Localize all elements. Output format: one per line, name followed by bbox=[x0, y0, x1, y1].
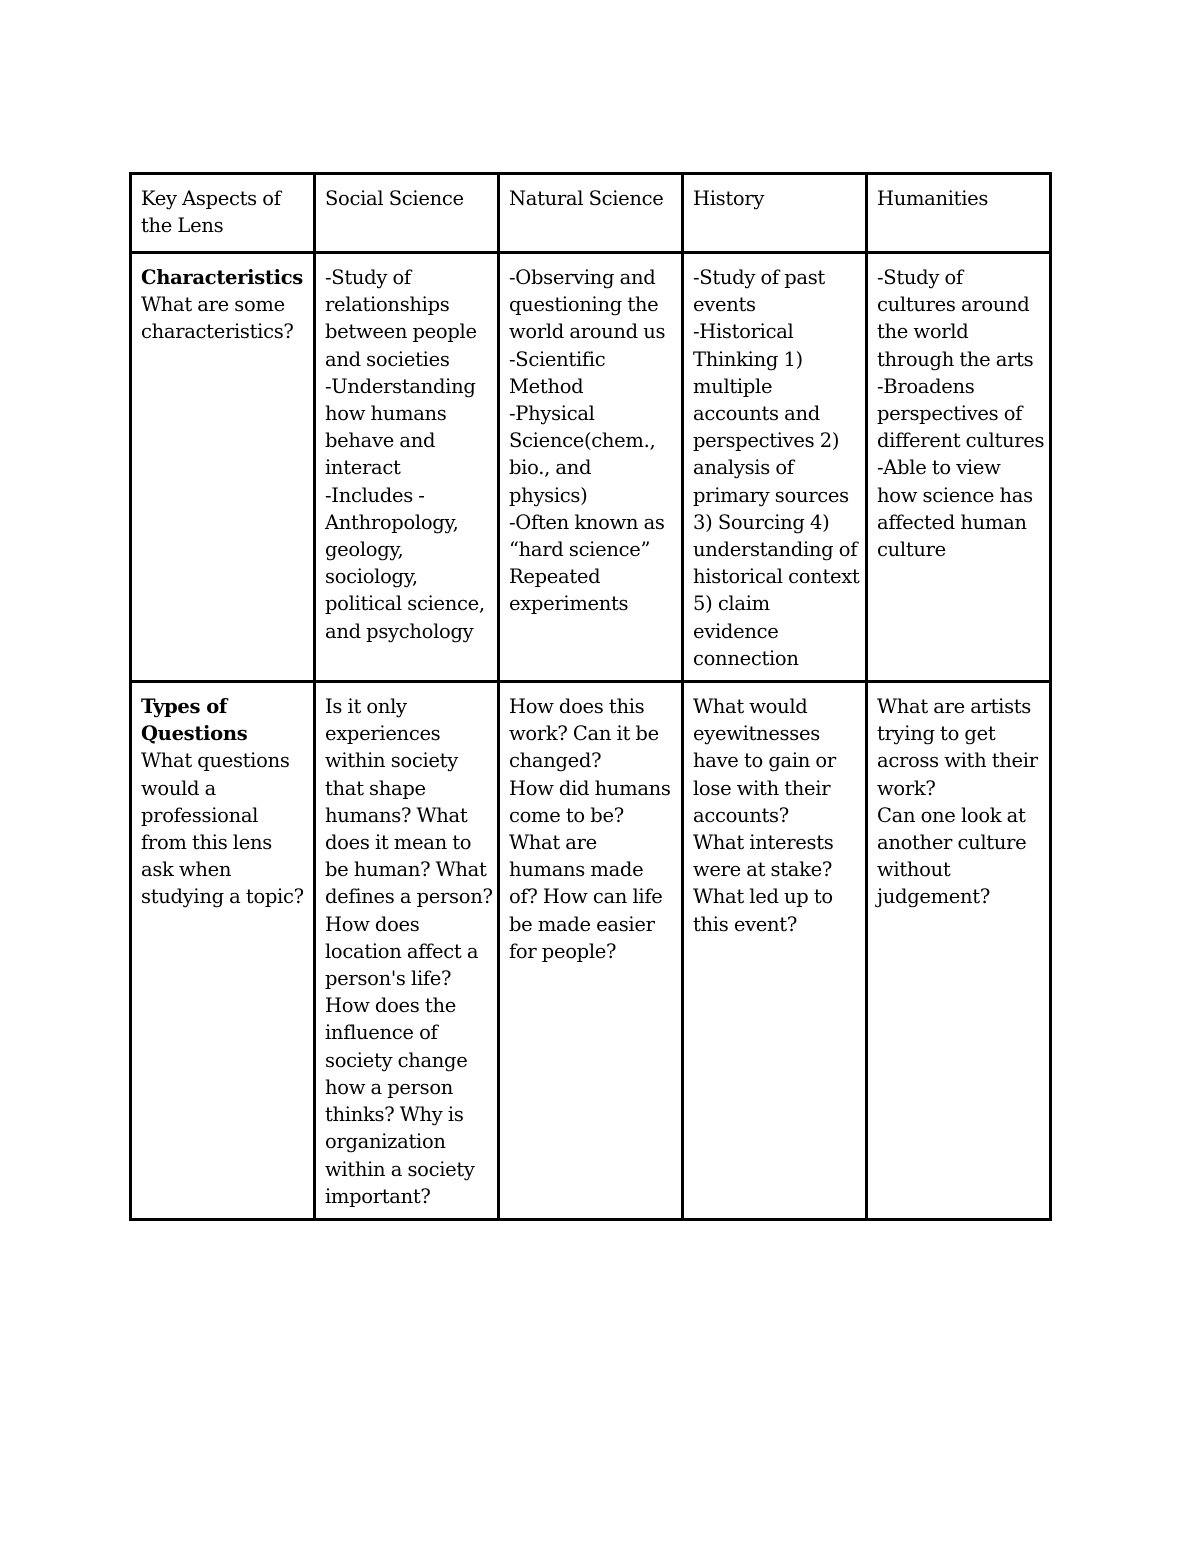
questions-natural-science bbox=[499, 682, 683, 1220]
cell-line: political science, bbox=[325, 592, 485, 616]
cell-line: that shape bbox=[325, 776, 426, 800]
cell-line: connection bbox=[693, 646, 799, 670]
cell-line: What interests bbox=[693, 831, 834, 855]
cell-line: work? bbox=[877, 776, 936, 800]
cell-line: understanding of bbox=[693, 538, 858, 562]
cell-line: how science has bbox=[877, 483, 1033, 507]
cell-line: 5) claim bbox=[693, 592, 770, 616]
table-row bbox=[131, 682, 1051, 1220]
cell-line: across with their bbox=[877, 749, 1038, 773]
cell-line: behave and bbox=[325, 429, 436, 453]
cell-line: Is it only bbox=[325, 695, 407, 719]
cell-line: primary sources bbox=[693, 483, 849, 507]
cell-line: come to be? bbox=[509, 803, 624, 827]
cell-line: -Includes - bbox=[325, 483, 425, 507]
cell-line: geology, bbox=[325, 538, 404, 562]
cell-line: work? Can it be bbox=[509, 722, 659, 746]
cell-line: Thinking 1) bbox=[693, 347, 803, 371]
cell-line: influence of bbox=[325, 1021, 438, 1045]
cell-line: -Physical bbox=[509, 402, 595, 426]
characteristics-label: Characteristics bbox=[141, 266, 303, 289]
header-social-science bbox=[315, 174, 499, 253]
header-history bbox=[683, 174, 867, 253]
cell-line: changed? bbox=[509, 749, 602, 773]
cell-line: analysis of bbox=[693, 456, 794, 480]
cell-line: lose with their bbox=[693, 776, 831, 800]
cell-line: does it mean to bbox=[325, 831, 472, 855]
cell-line: Key Aspects of bbox=[141, 187, 281, 210]
cell-line: multiple bbox=[693, 374, 773, 398]
cell-line: be human? What bbox=[325, 858, 487, 882]
cell-line: person's life? bbox=[325, 967, 452, 991]
cell-line: -Study of bbox=[877, 266, 963, 289]
cell-line: between people bbox=[325, 320, 477, 344]
cell-line: 3) Sourcing 4) bbox=[693, 510, 830, 534]
questions-label bbox=[141, 693, 305, 747]
cell-line: how humans bbox=[325, 402, 447, 426]
cell-line: How does this bbox=[509, 695, 645, 719]
cell-line: within society bbox=[325, 749, 458, 773]
questions-history bbox=[683, 682, 867, 1220]
cell-line: Natural Science bbox=[509, 187, 664, 210]
cell-line: for people? bbox=[509, 939, 617, 963]
cell-line: affected human bbox=[877, 510, 1027, 534]
cell-line: humans? What bbox=[325, 803, 468, 827]
cell-line: historical context bbox=[693, 565, 860, 589]
cell-line: interact bbox=[325, 456, 401, 480]
cell-line: relationships bbox=[325, 293, 450, 317]
cell-line: through the arts bbox=[877, 347, 1034, 371]
cell-line: sociology, bbox=[325, 565, 418, 589]
lens-comparison-table bbox=[129, 172, 1052, 1221]
cell-line: Social Science bbox=[325, 187, 464, 210]
cell-line: Anthropology, bbox=[325, 510, 459, 534]
cell-line: would a bbox=[141, 776, 216, 800]
cell-line: within a society bbox=[325, 1157, 475, 1181]
header-humanities bbox=[867, 174, 1051, 253]
cell-line: how a person bbox=[325, 1075, 454, 1099]
cell-line: What are artists bbox=[877, 695, 1032, 719]
cell-line: -Observing and bbox=[509, 266, 656, 289]
cell-line: humans made bbox=[509, 858, 644, 882]
cell-line: Humanities bbox=[877, 187, 989, 210]
cell-line: How does the bbox=[325, 994, 456, 1018]
questions-label-cell bbox=[131, 682, 315, 1220]
cell-line: and psychology bbox=[325, 619, 474, 643]
cell-line: eyewitnesses bbox=[693, 722, 820, 746]
cell-line: perspectives 2) bbox=[693, 429, 840, 453]
characteristics-label-cell bbox=[131, 253, 315, 682]
cell-line: professional bbox=[141, 803, 259, 827]
cell-line: another culture bbox=[877, 831, 1027, 855]
cell-line: world around us bbox=[509, 320, 666, 344]
characteristics-natural-science bbox=[499, 253, 683, 682]
cell-line: experiments bbox=[509, 592, 629, 616]
cell-line: characteristics? bbox=[141, 320, 294, 344]
cell-line: without bbox=[877, 858, 951, 882]
cell-line: organization bbox=[325, 1130, 446, 1154]
characteristics-prompt bbox=[141, 291, 305, 345]
cell-line: Science(chem., bbox=[509, 429, 656, 453]
cell-line: Method bbox=[509, 374, 584, 398]
cell-line: from this lens bbox=[141, 831, 272, 855]
cell-line: -Broadens bbox=[877, 374, 975, 398]
cell-line: of? How can life bbox=[509, 885, 663, 909]
cell-line: perspectives of bbox=[877, 402, 1023, 426]
characteristics-history bbox=[683, 253, 867, 682]
cell-line: Repeated bbox=[509, 565, 601, 589]
cell-line: be made easier bbox=[509, 912, 655, 936]
table-header-row bbox=[131, 174, 1051, 253]
cell-line: Types of bbox=[141, 695, 228, 719]
cell-line: What are bbox=[509, 831, 597, 855]
questions-social-science bbox=[315, 682, 499, 1220]
cell-line: What led up to bbox=[693, 885, 833, 909]
cell-line: cultures around bbox=[877, 293, 1030, 317]
cell-line: Can one look at bbox=[877, 803, 1026, 827]
cell-line: have to gain or bbox=[693, 749, 836, 773]
cell-line: How did humans bbox=[509, 776, 671, 800]
cell-line: ask when bbox=[141, 858, 232, 882]
cell-line: accounts and bbox=[693, 402, 820, 426]
cell-line: -Often known as bbox=[509, 510, 665, 534]
cell-line: -Understanding bbox=[325, 374, 476, 398]
cell-line: accounts? bbox=[693, 803, 789, 827]
cell-line: “hard science” bbox=[509, 538, 651, 562]
questions-prompt bbox=[141, 747, 305, 910]
cell-line: questioning the bbox=[509, 293, 659, 317]
cell-line: -Scientific bbox=[509, 347, 606, 371]
questions-humanities bbox=[867, 682, 1051, 1220]
cell-line: -Historical bbox=[693, 320, 794, 344]
cell-line: What would bbox=[693, 695, 808, 719]
cell-line: evidence bbox=[693, 619, 779, 643]
cell-line: -Able to view bbox=[877, 456, 1001, 480]
cell-line: How does bbox=[325, 912, 420, 936]
cell-line: physics) bbox=[509, 483, 588, 507]
cell-line: and societies bbox=[325, 347, 450, 371]
cell-line: -Study of past bbox=[693, 266, 825, 289]
cell-line: were at stake? bbox=[693, 858, 833, 882]
cell-line: defines a person? bbox=[325, 885, 493, 909]
table-row bbox=[131, 253, 1051, 682]
cell-line: the world bbox=[877, 320, 969, 344]
cell-line: judgement? bbox=[877, 885, 990, 909]
cell-line: -Study of bbox=[325, 266, 411, 289]
cell-line: events bbox=[693, 293, 756, 317]
cell-line: this event? bbox=[693, 912, 797, 936]
cell-line: bio., and bbox=[509, 456, 592, 480]
cell-line: trying to get bbox=[877, 722, 996, 746]
cell-line: different cultures bbox=[877, 429, 1045, 453]
cell-line: experiences bbox=[325, 722, 441, 746]
cell-line: society change bbox=[325, 1048, 468, 1072]
cell-line: the Lens bbox=[141, 214, 224, 238]
header-key-aspects bbox=[131, 174, 315, 253]
cell-line: studying a topic? bbox=[141, 885, 304, 909]
cell-line: culture bbox=[877, 538, 946, 562]
header-natural-science bbox=[499, 174, 683, 253]
characteristics-social-science bbox=[315, 253, 499, 682]
characteristics-humanities bbox=[867, 253, 1051, 682]
cell-line: location affect a bbox=[325, 939, 479, 963]
cell-line: What questions bbox=[141, 749, 290, 773]
cell-line: Questions bbox=[141, 722, 248, 746]
cell-line: important? bbox=[325, 1184, 431, 1208]
cell-line: What are some bbox=[141, 293, 285, 317]
cell-line: thinks? Why is bbox=[325, 1103, 464, 1127]
cell-line: History bbox=[693, 187, 765, 210]
